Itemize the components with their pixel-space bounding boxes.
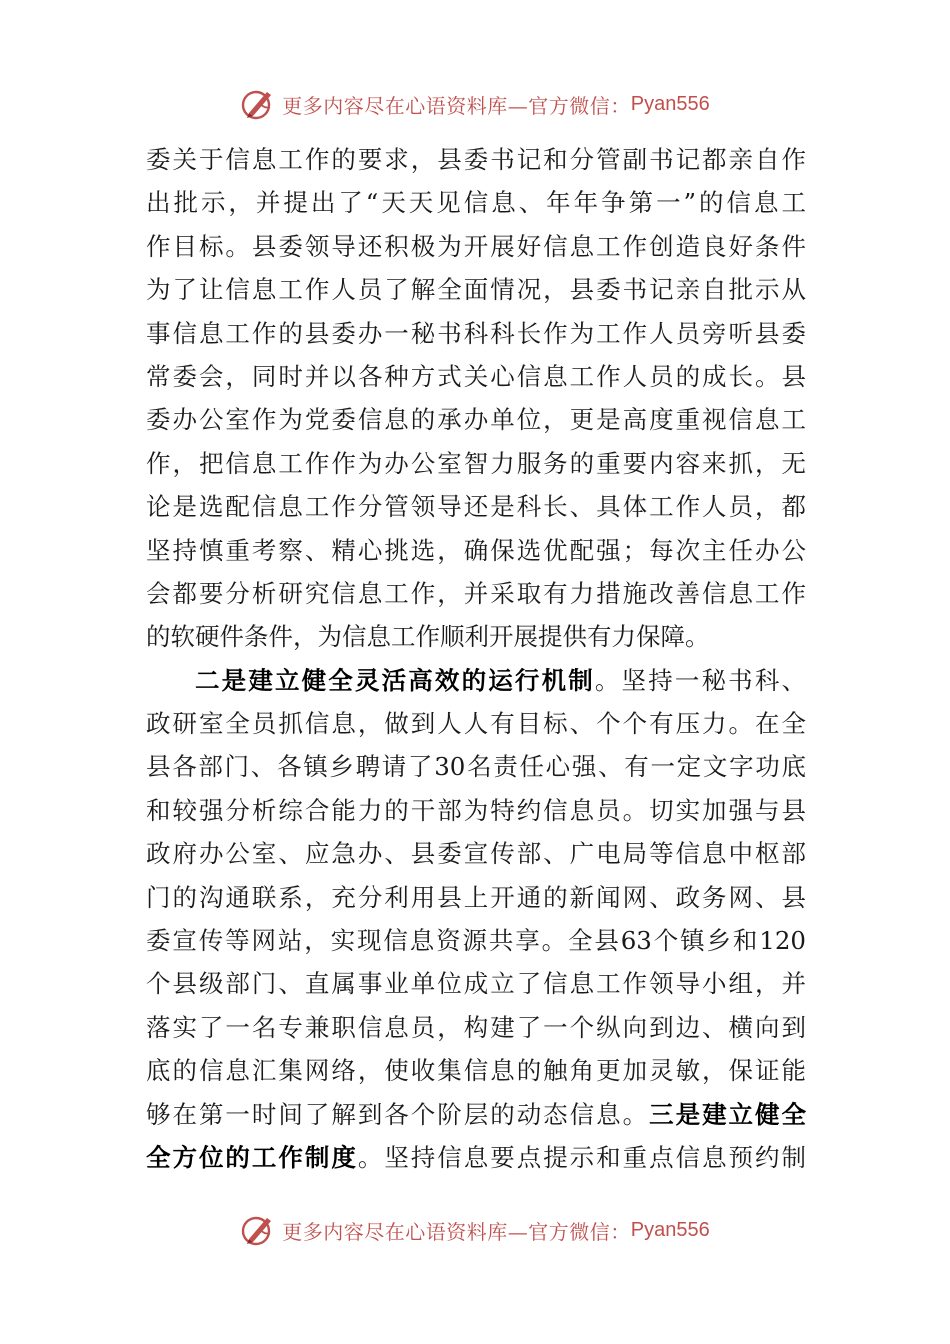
header-banner-brand: Pyan556 xyxy=(630,92,710,115)
text-fragment: 够在第一时间了解到各个阶层的动态信息。 xyxy=(146,1099,650,1129)
pen-logo-icon xyxy=(240,1213,276,1247)
bold-heading: 三是建立健全 xyxy=(649,1099,806,1129)
bold-heading: 二是建立健全灵活高效的运行机制 xyxy=(195,665,595,695)
text-line: 会都要分析研究信息工作，并采取有力措施改善信息工作 xyxy=(146,578,806,608)
text-line: 委宣传等网站，实现信息资源共享。全县63个镇乡和120 xyxy=(146,926,806,956)
text-line: 坚持慎重考察、精心挑选，确保选优配强；每次主任办公 xyxy=(146,535,806,565)
text-line: 为了让信息工作人员了解全面情况，县委书记亲自批示从 xyxy=(146,275,806,305)
text-line: 县各部门、各镇乡聘请了30名责任心强、有一定文字功底 xyxy=(146,752,806,782)
text-line xyxy=(146,1093,806,1136)
bold-heading: 全方位的工作制度 xyxy=(146,1142,358,1172)
text-line: 底的信息汇集网络，使收集信息的触角更加灵敏，保证能 xyxy=(146,1056,806,1086)
footer-banner-brand: Pyan556 xyxy=(630,1218,710,1241)
header-banner xyxy=(0,84,950,124)
footer-banner-text: 更多内容尽在心语资料库—官方微信： xyxy=(282,1219,631,1244)
pen-logo-icon xyxy=(240,87,276,121)
text-line: 政府办公室、应急办、县委宣传部、广电局等信息中枢部 xyxy=(146,839,806,869)
text-line: 和较强分析综合能力的干部为特约信息员。切实加强与县 xyxy=(146,795,806,825)
text-line: 落实了一名专兼职信息员，构建了一个纵向到边、横向到 xyxy=(146,1012,806,1042)
text-line: 作目标。县委领导还积极为开展好信息工作创造良好条件 xyxy=(146,231,806,261)
text-line: 委关于信息工作的要求，县委书记和分管副书记都亲自作 xyxy=(146,145,806,174)
text-line: 政研室全员抓信息，做到人人有目标、个个有压力。在全 xyxy=(146,709,806,739)
text-line: 的软硬件条件，为信息工作顺利开展提供有力保障。 xyxy=(146,622,710,652)
text-line: 个县级部门、直属事业单位成立了信息工作领导小组，并 xyxy=(146,969,806,999)
footer-banner xyxy=(0,1210,950,1250)
text-fragment: 。坚持信息要点提示和重点信息预约制 xyxy=(357,1142,806,1172)
text-line xyxy=(146,1136,806,1179)
text-line: 事信息工作的县委办一秘书科科长作为工作人员旁听县委 xyxy=(146,318,806,348)
text-line: 常委会，同时并以各种方式关心信息工作人员的成长。县 xyxy=(146,361,806,391)
text-fragment: 。坚持一秘书科、 xyxy=(594,665,806,695)
text-line: 作，把信息工作作为办公室智力服务的重要内容来抓，无 xyxy=(146,448,806,478)
text-line: 论是选配信息工作分管领导还是科长、具体工作人员，都 xyxy=(146,492,806,522)
text-line: 门的沟通联系，充分利用县上开通的新闻网、政务网、县 xyxy=(146,882,806,912)
text-line xyxy=(146,659,806,702)
document-body xyxy=(146,138,806,1179)
header-banner-text: 更多内容尽在心语资料库—官方微信： xyxy=(282,93,631,118)
text-line: 委办公室作为党委信息的承办单位，更是高度重视信息工 xyxy=(146,405,806,435)
text-line: 出批示，并提出了“天天见信息、年年争第一”的信息工 xyxy=(146,188,806,218)
